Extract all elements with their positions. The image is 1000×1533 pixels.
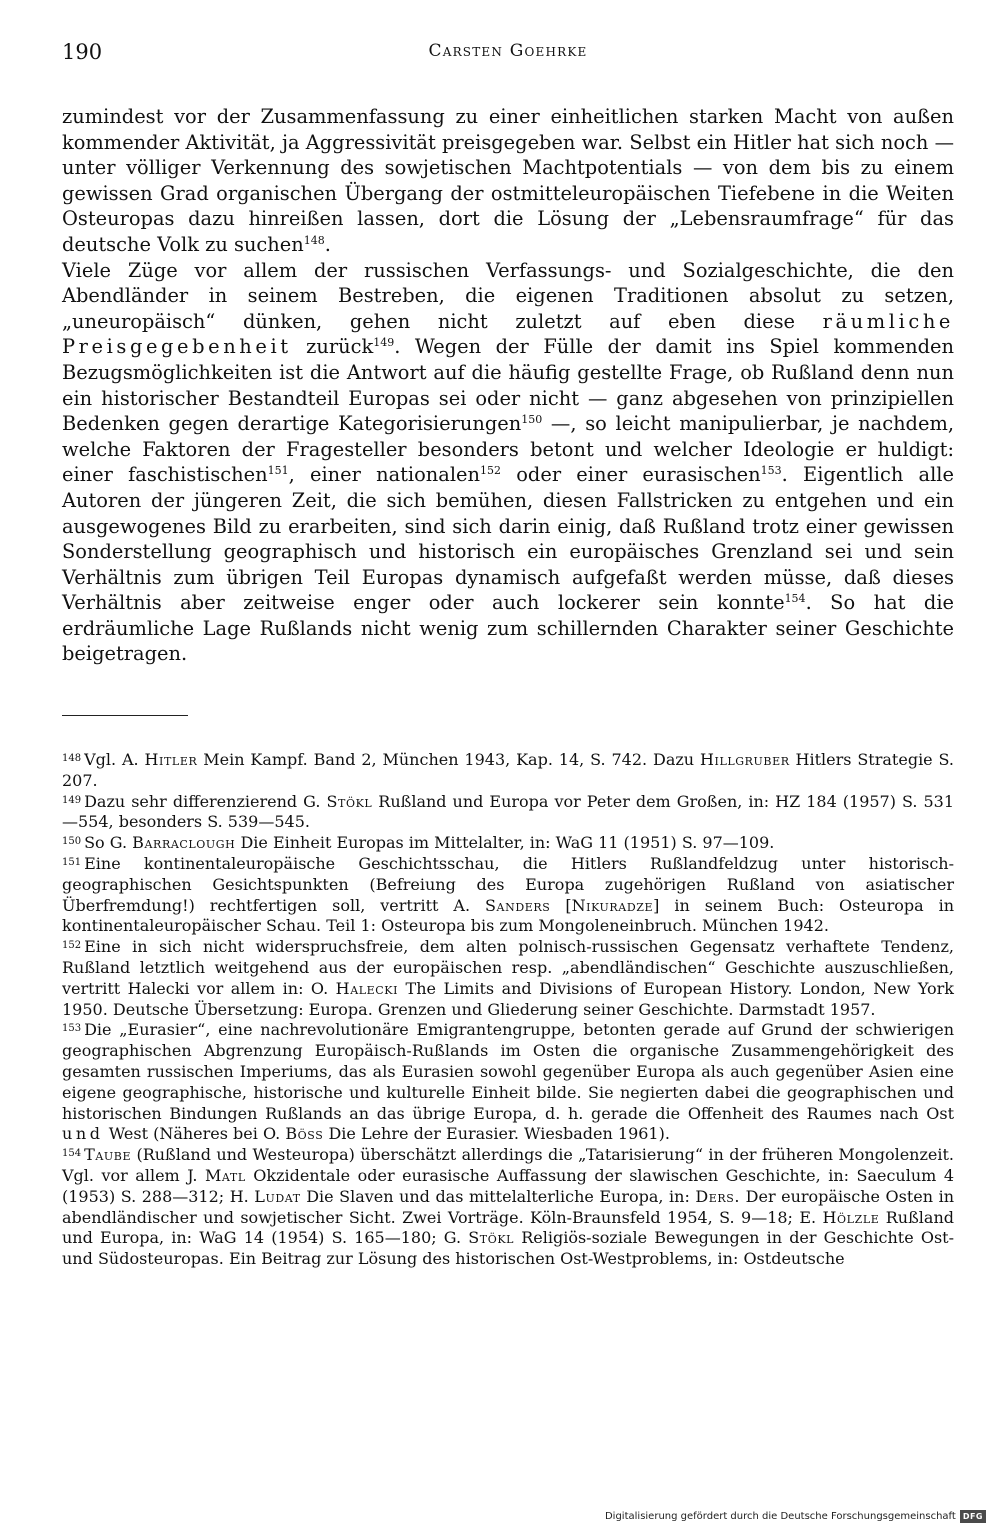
running-head-author: Carsten Goehrke [428, 41, 588, 61]
footnote-152 [62, 937, 954, 1020]
spaced-emphasis: und [62, 1124, 104, 1144]
author-name: Hitler [144, 750, 198, 770]
digitization-credit [605, 1510, 986, 1523]
text-run: [ [550, 895, 572, 915]
text-run: Okzidentale oder eurasische Auffassung der slawischen Geschichte, in: Saeculum 4 (1953) S. 288—312; H. [62, 1166, 954, 1206]
author-name: Ders. [695, 1186, 741, 1206]
page [62, 40, 954, 1270]
text-run: Rußland und Europa, in: WaG 14 (1954) S. 165—180; G. [62, 1207, 954, 1248]
dfg-logo: DFG [960, 1510, 986, 1523]
text-run: Mein Kampf. Band 2, München 1943, Kap. 14, S. 742. Dazu [197, 750, 700, 770]
author-name: Matl [204, 1166, 246, 1185]
footnote-ref-153[interactable]: 153 [760, 464, 782, 478]
footnote-148 [62, 750, 954, 792]
text-run: . Wegen der Fülle der damit ins Spiel kommenden Bezugsmöglichkeiten ist die Antwort auf die häufig gestellte Frage, ob Rußland denn nun ein historischer Bestandteil Europas sei oder nicht — ganz abgesehen von prinzipiellen Bedenken gegen derartige Kategorisierungen [62, 335, 954, 436]
footnote-number: 150 [62, 836, 82, 848]
text-run: Die Lehre der Eurasier. Wiesbaden 1961). [323, 1124, 670, 1144]
text-run: Eine in sich nicht widerspruchsfreie, dem alten polnisch-russischen Gegensatz verhaftete Tendenz, Rußland letztlich weitgehend aus der europäischen resp. „abendländischen“ Geschichte auszuschließen, vertritt Halecki vor allem in: O. [62, 937, 954, 998]
text-run: Vgl. A. [84, 750, 145, 770]
credit-text: Digitalisierung gefördert durch die Deutsche Forschungsgemeinschaft [604, 1511, 956, 1522]
footnote-ref-154[interactable]: 154 [784, 592, 806, 606]
body-text [62, 104, 954, 667]
paragraph-1 [62, 104, 954, 258]
footnote-151 [62, 854, 954, 937]
author-name: Barraclough [132, 833, 236, 853]
text-run: So G. [84, 833, 133, 853]
text-run: oder einer eurasischen [501, 463, 761, 487]
footnote-ref-152[interactable]: 152 [480, 464, 502, 478]
paragraph-2 [62, 258, 954, 668]
author-name: Böss [285, 1124, 324, 1144]
author-name: Halecki [335, 978, 399, 998]
author-name: Hölzle [822, 1207, 880, 1227]
author-name: Hillgruber [699, 750, 790, 770]
footnote-154 [62, 1145, 954, 1270]
text-run: (Rußland und Westeuropa) überschätzt allerdings die „Tatarisierung“ in der früheren Mongolenzeit. Vgl. vor allem J. [62, 1145, 954, 1185]
text-run: . So hat die erdräumliche Lage Rußlands nicht wenig zum schillernden Charakter seiner Geschichte beigetragen. [62, 591, 954, 666]
footnote-150 [62, 833, 954, 854]
text-run: Dazu sehr differenzierend G. [84, 791, 327, 811]
footnote-ref-150[interactable]: 150 [521, 413, 543, 427]
spaced-emphasis: räumliche Preisgegebenheit [62, 309, 954, 359]
footnote-ref-149[interactable]: 149 [373, 336, 395, 350]
running-head [62, 40, 954, 74]
text-run: Rußland und Europa vor Peter dem Großen, in: HZ 184 (1957) S. 531—554, besonders S. 539—545. [62, 791, 955, 832]
footnote-number: 154 [62, 1148, 82, 1160]
footnote-149 [62, 792, 954, 834]
footnote-number: 153 [62, 1023, 82, 1035]
footnote-number: 151 [62, 857, 82, 869]
text-run: . Eigentlich alle Autoren der jüngeren Zeit, die sich bemühen, diesen Fallstricken zu entgehen und ein ausgewogenes Bild zu erarbeiten, sind sich darin einig, daß Rußland trotz einer gewissen Sonderstellung geographisch und historisch ein europäisches Grenzland sei und sein Verhältnis zum übrigen Teil Europas dynamisch aufgefaßt werden müsse, daß dieses Verhältnis aber zeitweise enger oder auch lockerer sein konnte [62, 463, 954, 615]
author-name: Ludat [254, 1186, 301, 1206]
text-run: —, so leicht manipulierbar, je nachdem, welche Faktoren der Fragesteller besonders betont und welcher Ideologie er huldigt: einer faschistischen [62, 412, 954, 487]
text-run: Der europäische Osten in abendländischer und sowjetischer Sicht. Zwei Vorträge. Köln-Braunsfeld 1954, S. 9—18; E. [62, 1186, 954, 1227]
author-name: Stökl [326, 791, 373, 811]
author-name: Sanders [484, 895, 551, 915]
footnote-ref-148[interactable]: 148 [303, 233, 325, 247]
footnote-number: 149 [62, 794, 82, 806]
text-run: Hitlers Strategie S. 207. [62, 750, 955, 790]
text-run: . [324, 232, 331, 256]
text-run: Die Slaven und das mittelalterliche Europa, in: [300, 1186, 696, 1206]
footnote-number: 152 [62, 940, 82, 952]
footnotes [62, 750, 954, 1270]
footnote-number: 148 [62, 753, 82, 765]
text-run: Religiös-soziale Bewegungen in der Geschichte Ost- und Südosteuropas. Ein Beitrag zur Lösung des historischen Ost-Westproblems, in: Ostdeutsche [62, 1228, 954, 1269]
text-run: ] in seinem Buch: Osteuropa in kontinentaleuropäischer Schau. Teil 1: Osteuropa bis zum Mongoleneinbruch. München 1942. [62, 895, 955, 936]
text-run: zumindest vor der Zusammenfassung zu einer einheitlichen starken Macht von außen kommender Aktivität, ja Aggressivität preisgegeben war. Selbst ein Hitler hat sich noch — unter völliger Verkennung des sowjetischen Machtpotentials — von dem bis zu einem gewissen Grad organischen Übergang der ostmitteleuropäischen Tiefebene in die Weiten Osteuropas dazu hinreißen lassen, dort die Lösung der „Lebensraumfrage“ für das deutsche Volk zu suchen [62, 105, 954, 256]
text-run: , einer nationalen [288, 463, 481, 487]
page-number: 190 [62, 40, 103, 64]
footnote-separator [62, 715, 188, 716]
text-run: Die „Eurasier“, eine nachrevolutionäre Emigrantengruppe, betonten gerade auf Grund der schwierigen geographischen Abgrenzung Europäisch-Rußlands im Osten die organische Zusammengehörigkeit des gesamten russischen Imperiums, das als Eurasien sowohl gegenüber Europa als auch gegenüber Asien eine eigene geographische, historische und kulturelle Einheit bilde. Sie negierten dabei die geographischen und historischen Bindungen Rußlands an das übrige Europa, d. h. gerade die Offenheit des Raumes nach Ost [62, 1020, 954, 1123]
author-name: Stökl [468, 1228, 515, 1248]
footnote-153 [62, 1020, 954, 1145]
text-run: Die Einheit Europas im Mittelalter, in: WaG 11 (1951) S. 97—109. [235, 833, 775, 853]
author-name: Nikuradze [571, 895, 654, 915]
text-run: West (Näheres bei O. [103, 1124, 286, 1144]
text-run: Eine kontinentaleuropäische Geschichtsschau, die Hitlers Rußlandfeldzug unter historisch-geographischen Gesichtspunkten (Befreiung des Europa zugehörigen Rußland von asiatischer Überfremdung!) rechtfertigen soll, vertritt A. [62, 854, 954, 915]
text-run: Viele Züge vor allem der russischen Verfassungs- und Sozialgeschichte, die den Abendländer in seinem Bestreben, die eigenen Traditionen absolut zu setzen, „uneuropäisch“ dünken, gehen nicht zuletzt auf eben diese [62, 258, 954, 333]
author-name: Taube [84, 1145, 132, 1165]
text-run: zurück [291, 335, 374, 359]
text-run: The Limits and Divisions of European History. London, New York 1950. Deutsche Übersetzung: Europa. Grenzen und Gliederung seiner Geschichte. Darmstadt 1957. [62, 978, 954, 1019]
footnote-ref-151[interactable]: 151 [267, 464, 289, 478]
